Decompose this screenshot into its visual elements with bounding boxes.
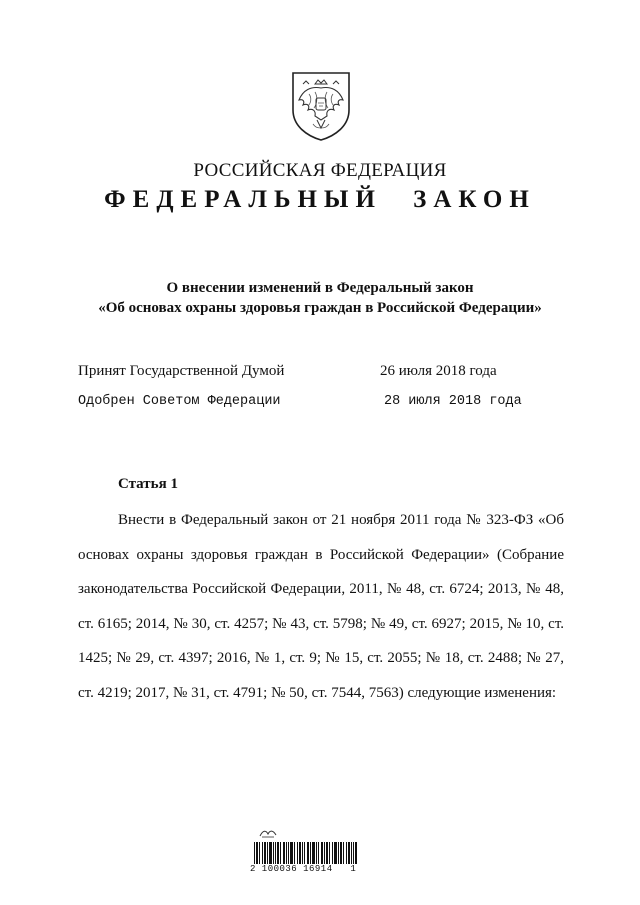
- adopted-by: Принят Государственной Думой: [78, 363, 285, 379]
- article-heading: Статья 1: [118, 476, 178, 492]
- document-type: ФЕДЕРАЛЬНЫЙ ЗАКОН: [104, 186, 536, 213]
- article-body: Внести в Федеральный закон от 21 ноября 2011 года № 323-ФЗ «Об основах охраны здоровья граждан в Российской Федерации» (Собрание законодательства Российской Федерации, 2011, № 48, ст. 6724; 2013, № 48, ст. 6165; 2014, № 30, ст. 4257; № 43, ст. 5798; № 49, ст. 6927; 2015, № 10, ст. 1425; № 29, ст. 4397; 2016, № 1, ст. 9; № 15, ст. 2055; № 18, ст. 2488; № 27, ст. 4219; 2017, № 31, ст. 4791; № 50, ст. 7544, 7563) следующие изменения:: [78, 512, 564, 701]
- barcode-icon: [254, 842, 358, 864]
- approved-by: Одобрен Советом Федерации: [78, 394, 281, 409]
- barcode-number: 2 100036 16914 1: [250, 864, 357, 874]
- law-title-line-2: «Об основах охраны здоровья граждан в Российской Федерации»: [98, 300, 542, 316]
- adopted-date: 26 июля 2018 года: [380, 363, 497, 379]
- law-title-line-1: О внесении изменений в Федеральный закон: [166, 280, 474, 296]
- coat-of-arms-icon: [289, 70, 353, 142]
- barcode: [250, 828, 370, 876]
- approved-date: 28 июля 2018 года: [384, 394, 522, 409]
- barcode-mark-icon: [258, 828, 278, 838]
- country-name: РОССИЙСКАЯ ФЕДЕРАЦИЯ: [193, 160, 447, 181]
- law-title: [0, 278, 640, 318]
